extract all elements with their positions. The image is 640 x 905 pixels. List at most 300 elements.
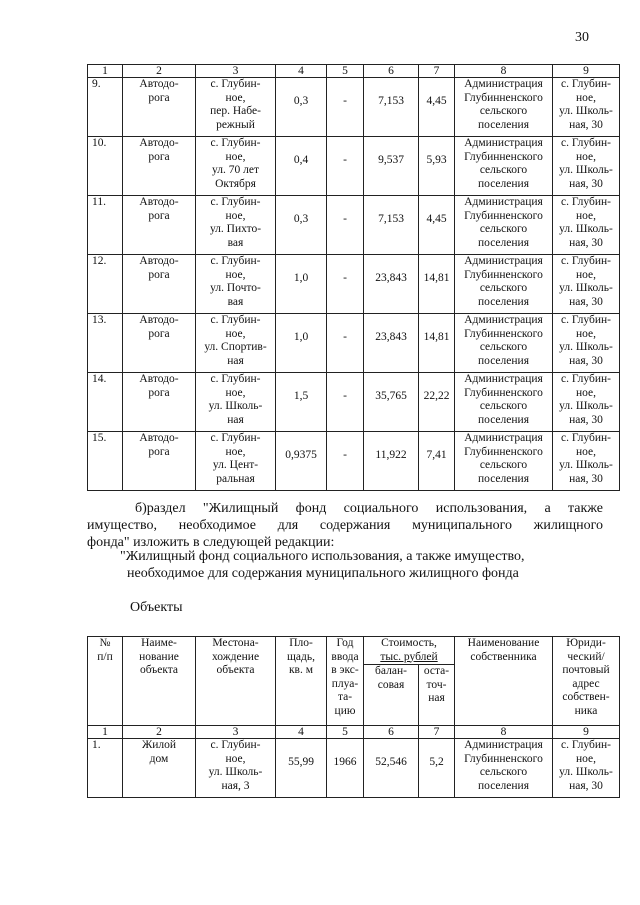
column-number-label: 2 — [156, 65, 162, 77]
address-line: с. Глубин- — [561, 432, 611, 444]
owner-line: поселения — [478, 118, 529, 131]
header-year — [327, 637, 364, 726]
balance-cost-value: 7,153 — [378, 213, 404, 226]
object-name-line: рога — [148, 268, 170, 281]
balance-cost-value: 11,922 — [375, 449, 407, 462]
year-cell — [327, 432, 364, 491]
location-line: с. Глубин- — [210, 739, 261, 751]
owner-line: сельского — [479, 105, 528, 117]
row-number-cell — [88, 432, 123, 491]
year-value: - — [343, 272, 347, 285]
location-cell — [196, 255, 276, 314]
location-line: с. Глубин- — [210, 78, 261, 90]
owner-cell — [455, 78, 553, 137]
location-line: с. Глубин- — [210, 432, 261, 444]
location-line: ул. Спортив- — [204, 341, 267, 353]
owner-line: Глубинненского — [464, 445, 543, 458]
address-line: ул. Школь- — [559, 105, 613, 117]
column-number — [276, 726, 327, 739]
address-line: ная, 30 — [569, 295, 603, 308]
balance-cost-cell — [364, 739, 419, 798]
column-number-label: 7 — [433, 65, 440, 77]
location-line: ное, — [225, 150, 246, 163]
column-number-label: 6 — [388, 65, 394, 77]
page-number: 30 — [575, 30, 589, 45]
row-number: 1. — [92, 739, 101, 751]
quoted-line-1: "Жилищный фонд социального использования, а также имущество, — [120, 549, 525, 564]
object-name-line: Автодо- — [139, 432, 179, 444]
object-name-line: рога — [148, 209, 170, 222]
address-line: ная, 30 — [569, 472, 603, 485]
column-number-label: 1 — [102, 726, 108, 738]
balance-cost-value: 23,843 — [375, 331, 407, 344]
location-cell — [196, 196, 276, 255]
header-year-line: в экс- — [331, 664, 359, 676]
column-number-label: 4 — [298, 65, 304, 77]
owner-cell — [455, 432, 553, 491]
address-line: ул. Школь- — [559, 400, 613, 412]
object-name-cell — [123, 432, 196, 491]
owner-cell — [455, 314, 553, 373]
owner-line: Глубинненского — [464, 268, 543, 281]
owner-cell — [455, 137, 553, 196]
residual-cost-value: 14,81 — [423, 272, 450, 285]
owner-line: Администрация — [464, 137, 543, 149]
area-value: 0,9375 — [285, 449, 317, 462]
column-number — [455, 726, 553, 739]
row-number-cell — [88, 373, 123, 432]
balance-cost-cell — [364, 432, 419, 491]
address-cell — [553, 196, 620, 255]
address-line: ул. Школь- — [559, 766, 613, 778]
object-name-line: рога — [148, 91, 170, 104]
address-line: ул. Школь- — [559, 282, 613, 294]
balance-cost-cell — [364, 255, 419, 314]
owner-line: сельского — [479, 164, 528, 176]
location-line: с. Глубин- — [210, 137, 261, 149]
header-year-line: та- — [337, 691, 353, 703]
year-cell — [327, 373, 364, 432]
header-number — [88, 637, 123, 726]
owner-line: поселения — [478, 177, 529, 190]
balance-cost-value: 52,546 — [375, 756, 407, 769]
location-cell — [196, 137, 276, 196]
table-row — [88, 196, 620, 255]
header-address-line: Юриди- — [566, 637, 606, 649]
address-cell — [553, 739, 620, 798]
header-owner-line: собственника — [470, 650, 537, 663]
header-balance-cost — [364, 665, 419, 726]
column-number-label: 9 — [583, 65, 589, 77]
row-number-cell — [88, 255, 123, 314]
column-number — [364, 65, 419, 78]
address-cell — [553, 78, 620, 137]
location-cell — [196, 314, 276, 373]
column-number-label: 5 — [342, 726, 348, 738]
column-number — [196, 726, 276, 739]
location-line: ральная — [216, 472, 255, 485]
location-line: ное, — [225, 386, 246, 399]
header-number-line: № — [99, 637, 111, 649]
owner-line: сельского — [479, 341, 528, 353]
location-line: ное, — [225, 445, 246, 458]
year-value: - — [343, 390, 347, 403]
year-value: - — [343, 449, 347, 462]
header-name-line: Наиме- — [141, 637, 177, 649]
owner-line: Глубинненского — [464, 209, 543, 222]
location-line: ная — [227, 354, 244, 367]
header-area-line: щадь, — [287, 650, 315, 663]
header-address-line: собствен- — [562, 691, 610, 703]
object-name-cell — [123, 739, 196, 798]
header-name-line: нование — [139, 650, 179, 663]
header-name-line: объекта — [139, 664, 179, 676]
header-address-line: адрес — [572, 677, 600, 690]
residual-cost-value: 5,93 — [426, 154, 447, 167]
column-number-label: 5 — [342, 65, 348, 77]
residual-cost-value: 14,81 — [423, 331, 450, 344]
object-name-cell — [123, 373, 196, 432]
row-number: 10. — [92, 137, 107, 149]
header-location — [196, 637, 276, 726]
residual-cost-cell — [419, 78, 455, 137]
column-number-label: 8 — [500, 726, 507, 738]
address-line: ная, 30 — [569, 354, 603, 367]
address-line: ная, 30 — [569, 236, 603, 249]
residual-cost-cell — [419, 432, 455, 491]
object-name-cell — [123, 196, 196, 255]
owner-line: Глубинненского — [464, 91, 543, 104]
address-line: ное, — [575, 150, 597, 163]
location-line: ное, — [225, 268, 246, 281]
residual-cost-cell — [419, 196, 455, 255]
address-line: с. Глубин- — [561, 739, 611, 751]
residual-cost-cell — [419, 373, 455, 432]
header-year-line: Год — [336, 637, 354, 649]
owner-line: Администрация — [464, 255, 543, 267]
object-name-cell — [123, 137, 196, 196]
area-cell — [276, 196, 327, 255]
amendment-line-3: фонда" изложить в следующей редакции: — [87, 535, 335, 550]
row-number-cell — [88, 196, 123, 255]
location-line: ная, 3 — [221, 779, 250, 792]
object-name-line: дом — [149, 752, 169, 765]
year-value: - — [343, 331, 347, 344]
header-owner-line: Наименование — [467, 637, 540, 649]
year-value: - — [343, 213, 347, 226]
column-number-label: 3 — [232, 65, 239, 77]
area-cell — [276, 255, 327, 314]
column-number — [196, 65, 276, 78]
table-row — [88, 255, 620, 314]
address-cell — [553, 255, 620, 314]
address-line: с. Глубин- — [561, 314, 611, 326]
column-number — [88, 65, 123, 78]
column-number — [327, 726, 364, 739]
address-line: ное, — [575, 268, 597, 281]
owner-line: сельского — [479, 282, 528, 294]
address-line: с. Глубин- — [561, 255, 611, 267]
area-value: 1,0 — [293, 331, 309, 344]
year-cell — [327, 255, 364, 314]
owner-line: Администрация — [464, 78, 543, 90]
column-number — [419, 65, 455, 78]
object-name-line: рога — [148, 386, 170, 399]
address-line: ул. Школь- — [559, 341, 613, 353]
balance-cost-cell — [364, 78, 419, 137]
area-value: 1,0 — [293, 272, 309, 285]
balance-cost-value: 35,765 — [375, 390, 407, 403]
object-name-line: Автодо- — [139, 196, 179, 208]
location-line: ул. Почто- — [210, 282, 261, 294]
area-cell — [276, 137, 327, 196]
address-line: с. Глубин- — [561, 196, 611, 208]
address-line: ное, — [575, 386, 597, 399]
owner-line: поселения — [478, 779, 529, 792]
header-area-line: кв. м — [288, 664, 314, 676]
location-line: ное, — [225, 327, 246, 340]
area-cell — [276, 373, 327, 432]
column-number-label: 8 — [500, 65, 507, 77]
address-line: ная, 30 — [569, 177, 603, 190]
owner-line: Администрация — [464, 739, 543, 751]
row-number-cell — [88, 314, 123, 373]
column-number-label: 2 — [156, 726, 162, 738]
row-number: 13. — [92, 314, 107, 326]
year-value: - — [343, 154, 347, 167]
amendment-paragraph — [87, 500, 603, 551]
balance-cost-cell — [364, 196, 419, 255]
balance-cost-cell — [364, 137, 419, 196]
housing-table — [87, 636, 620, 798]
header-year-line: ввода — [331, 650, 359, 663]
owner-line: Администрация — [464, 373, 543, 385]
balance-cost-value: 9,537 — [378, 154, 404, 167]
object-name-line: Автодо- — [139, 78, 179, 90]
object-name-cell — [123, 78, 196, 137]
area-cell — [276, 739, 327, 798]
header-address — [553, 637, 620, 726]
balance-cost-cell — [364, 373, 419, 432]
column-number-label: 6 — [388, 726, 394, 738]
header-location-line: объекта — [216, 664, 255, 676]
column-number — [123, 726, 196, 739]
object-name-line: Автодо- — [139, 314, 179, 326]
header-residual-cost-line: точ- — [426, 678, 447, 691]
residual-cost-cell — [419, 314, 455, 373]
column-number — [276, 65, 327, 78]
owner-line: Глубинненского — [464, 327, 543, 340]
objects-heading: Объекты — [130, 600, 183, 615]
location-line: ул. 70 лет — [212, 164, 259, 176]
location-cell — [196, 739, 276, 798]
header-year-line: цию — [334, 704, 356, 717]
balance-cost-value: 23,843 — [375, 272, 407, 285]
location-line: ное, — [225, 752, 246, 765]
column-number-label: 4 — [298, 726, 304, 738]
residual-cost-value: 4,45 — [426, 95, 447, 108]
location-cell — [196, 373, 276, 432]
year-cell — [327, 196, 364, 255]
owner-line: сельского — [479, 223, 528, 235]
area-value: 55,99 — [288, 756, 314, 769]
header-address-line: ческий/ — [567, 650, 605, 663]
column-number — [327, 65, 364, 78]
area-cell — [276, 314, 327, 373]
location-line: режный — [216, 118, 255, 131]
header-balance-cost-line: совая — [377, 678, 405, 691]
owner-line: сельского — [479, 459, 528, 471]
location-line: ул. Школь- — [208, 400, 263, 412]
object-name-line: Автодо- — [139, 137, 179, 149]
roads-table — [87, 64, 620, 491]
header-name — [123, 637, 196, 726]
header-cost — [364, 637, 455, 665]
location-cell — [196, 432, 276, 491]
address-line: ное, — [575, 209, 597, 222]
table-row — [88, 78, 620, 137]
column-number-row — [88, 726, 620, 739]
owner-line: поселения — [478, 472, 529, 485]
year-cell — [327, 314, 364, 373]
address-line: ная, 30 — [569, 118, 603, 131]
area-value: 1,5 — [293, 390, 309, 403]
address-line: ная, 30 — [569, 413, 603, 426]
residual-cost-cell — [419, 739, 455, 798]
area-cell — [276, 432, 327, 491]
address-line: ул. Школь- — [559, 459, 613, 471]
owner-line: Глубинненского — [464, 752, 543, 765]
location-line: с. Глубин- — [210, 373, 261, 385]
owner-line: поселения — [478, 413, 529, 426]
column-number-label: 1 — [102, 65, 108, 77]
location-line: ная — [227, 413, 244, 426]
residual-cost-value: 4,45 — [426, 213, 447, 226]
location-line: ное, — [225, 209, 246, 222]
table-row — [88, 373, 620, 432]
location-line: пер. Набе- — [210, 105, 261, 117]
column-number — [553, 65, 620, 78]
residual-cost-value: 7,41 — [426, 449, 447, 462]
address-line: с. Глубин- — [561, 78, 611, 90]
row-number-cell — [88, 78, 123, 137]
area-value: 0,4 — [293, 154, 309, 167]
header-cost-line: тыс. рублей — [380, 650, 438, 663]
address-line: ное, — [575, 445, 597, 458]
owner-line: сельского — [479, 766, 528, 778]
location-line: Октября — [215, 177, 256, 190]
area-cell — [276, 78, 327, 137]
year-cell — [327, 78, 364, 137]
location-line: с. Глубин- — [210, 314, 261, 326]
amendment-line-2: имущество, необходимое для содержания муниципального жилищного — [87, 518, 603, 533]
column-number-label: 3 — [232, 726, 239, 738]
owner-line: Администрация — [464, 432, 543, 444]
header-area — [276, 637, 327, 726]
location-line: с. Глубин- — [210, 196, 261, 208]
row-number: 11. — [92, 196, 106, 208]
column-number — [553, 726, 620, 739]
row-number: 14. — [92, 373, 107, 385]
location-line: ул. Школь- — [208, 766, 263, 778]
header-owner — [455, 637, 553, 726]
header-number-line: п/п — [97, 650, 113, 663]
residual-cost-cell — [419, 137, 455, 196]
location-cell — [196, 78, 276, 137]
column-number — [419, 726, 455, 739]
residual-cost-value: 5,2 — [429, 756, 444, 769]
location-line: с. Глубин- — [210, 255, 261, 267]
object-name-cell — [123, 255, 196, 314]
location-line: вая — [227, 295, 244, 308]
location-line: ул. Цент- — [212, 459, 259, 471]
header-row — [88, 637, 620, 665]
column-number-row — [88, 65, 620, 78]
row-number-cell — [88, 137, 123, 196]
header-residual-cost-line: ная — [428, 692, 445, 704]
header-address-line: ника — [574, 704, 598, 717]
year-cell — [327, 137, 364, 196]
header-location-line: хождение — [211, 650, 260, 663]
address-line: ное, — [575, 752, 597, 765]
address-cell — [553, 432, 620, 491]
object-name-line: рога — [148, 445, 170, 458]
column-number — [123, 65, 196, 78]
address-line: ная, 30 — [569, 779, 603, 792]
address-line: с. Глубин- — [561, 373, 611, 385]
owner-line: Администрация — [464, 196, 543, 208]
residual-cost-value: 22,22 — [423, 390, 450, 403]
column-number-label: 7 — [433, 726, 440, 738]
balance-cost-value: 7,153 — [378, 95, 404, 108]
owner-line: Глубинненского — [464, 386, 543, 399]
table-row — [88, 432, 620, 491]
object-name-cell — [123, 314, 196, 373]
column-number-label: 9 — [583, 726, 589, 738]
area-value: 0,3 — [293, 95, 309, 108]
row-number: 15. — [92, 432, 107, 444]
year-value: 1966 — [333, 756, 357, 769]
owner-line: поселения — [478, 354, 529, 367]
row-number: 12. — [92, 255, 107, 267]
row-number-cell — [88, 739, 123, 798]
location-line: вая — [227, 236, 244, 249]
address-line: ул. Школь- — [559, 164, 613, 176]
column-number — [364, 726, 419, 739]
owner-cell — [455, 739, 553, 798]
address-line: с. Глубин- — [561, 137, 611, 149]
header-cost-line: Стоимость, — [381, 637, 437, 649]
owner-line: Администрация — [464, 314, 543, 326]
owner-cell — [455, 196, 553, 255]
quoted-section-title — [120, 548, 610, 582]
table-row — [88, 137, 620, 196]
header-residual-cost — [419, 665, 455, 726]
owner-cell — [455, 373, 553, 432]
address-cell — [553, 373, 620, 432]
amendment-line-1: б)раздел "Жилищный фонд социального использования, а также — [135, 501, 603, 516]
location-line: ное, — [225, 91, 246, 104]
residual-cost-cell — [419, 255, 455, 314]
object-name-line: рога — [148, 327, 170, 340]
owner-line: поселения — [478, 295, 529, 308]
year-value: - — [343, 95, 347, 108]
address-line: ул. Школь- — [559, 223, 613, 235]
address-cell — [553, 137, 620, 196]
header-residual-cost-line: оста- — [423, 665, 450, 677]
address-line: ное, — [575, 91, 597, 104]
year-cell — [327, 739, 364, 798]
